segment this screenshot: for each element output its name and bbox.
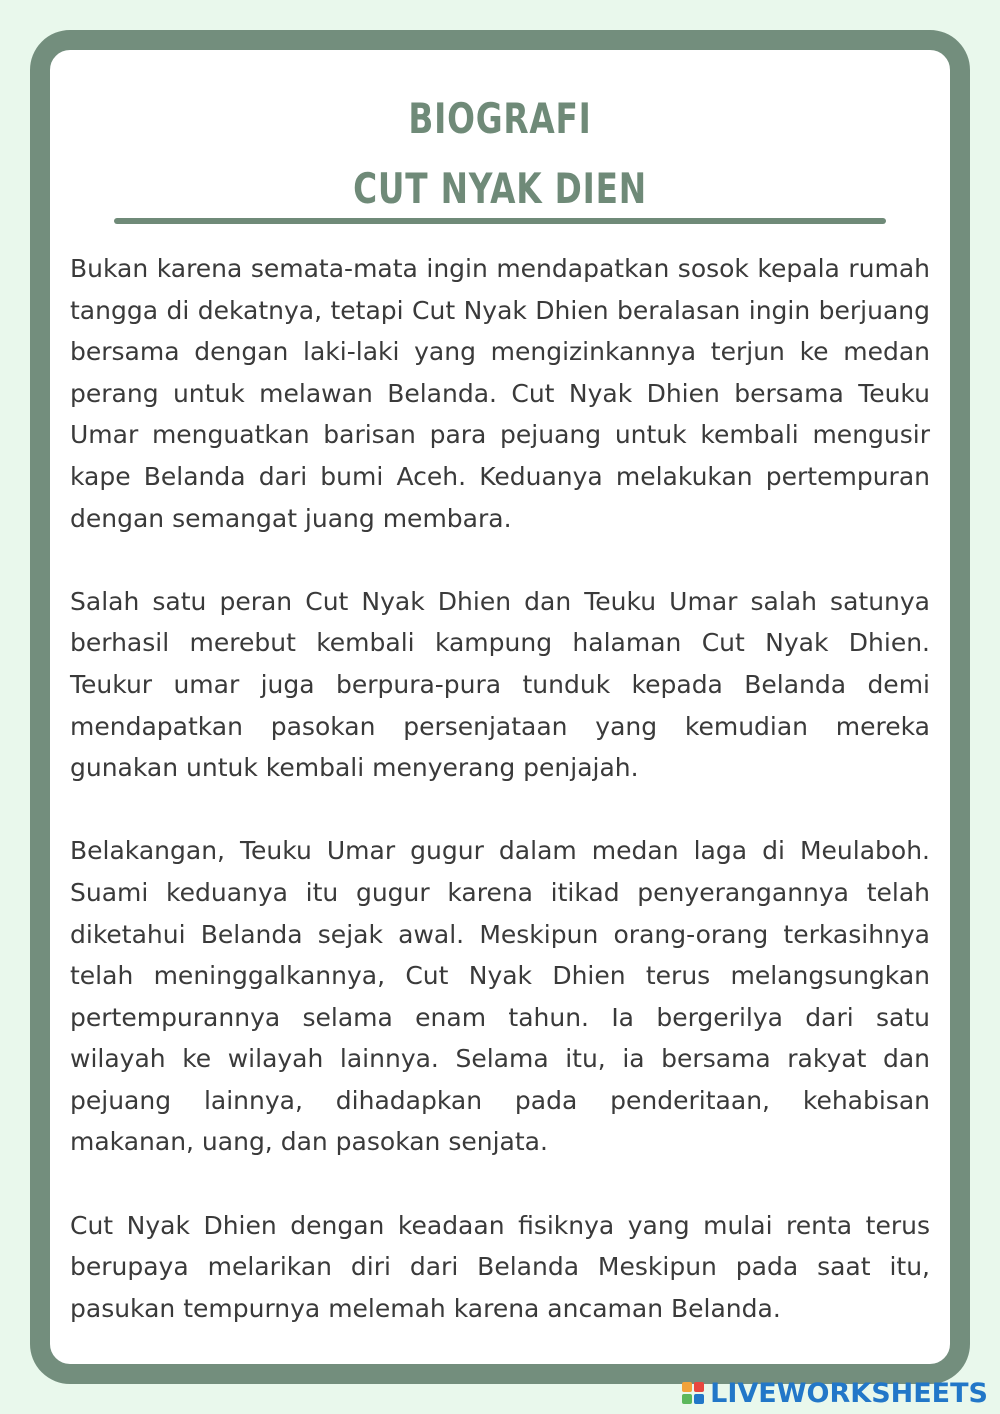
document-card (30, 30, 970, 1384)
title-line-2: CUT NYAK DIEN (353, 164, 647, 213)
liveworksheets-logo-icon (682, 1382, 704, 1404)
logo-square (694, 1382, 704, 1392)
logo-square (694, 1394, 704, 1404)
liveworksheets-footer[interactable] (682, 1378, 988, 1408)
logo-square (682, 1394, 692, 1404)
title-line-1: BIOGRAFI (408, 94, 592, 143)
brand-name: LIVEWORKSHEETS (710, 1377, 988, 1409)
paragraph-1: Bukan karena semata-mata ingin mendapatkan sosok kepala rumah tangga di dekatnya, tetapi Cut Nyak Dhien beralasan ingin berjuang bersama dengan laki-laki yang mengizinkannya terjun ke medan perang untuk melawan Belanda. Cut Nyak Dhien bersama Teuku Umar menguatkan barisan para pejuang untuk kembali mengusir kape Belanda dari bumi Aceh. Keduanya melakukan pertempuran dengan semangat juang membara. (70, 254, 930, 533)
paragraph-3: Belakangan, Teuku Umar gugur dalam medan laga di Meulaboh. Suami keduanya itu gugur karena itikad penyerangannya telah diketahui Belanda sejak awal. Meskipun orang-orang terkasihnya telah meninggalkannya, Cut Nyak Dhien terus melangsungkan pertempurannya selama enam tahun. Ia bergerilya dari satu wilayah ke wilayah lainnya. Selama itu, ia bersama rakyat dan pejuang lainnya, dihadapkan pada penderitaan, kehabisan makanan, uang, dan pasokan senjata. (70, 836, 930, 1157)
biography-text (70, 248, 930, 1371)
title-divider (114, 218, 886, 224)
paragraph-2: Salah satu peran Cut Nyak Dhien dan Teuku Umar salah satunya berhasil merebut kembali kampung halaman Cut Nyak Dhien. Teukur umar juga berpura-pura tunduk kepada Belanda demi mendapatkan pasokan persenjataan yang kemudian mereka gunakan untuk kembali menyerang penjajah. (70, 586, 930, 783)
logo-square (682, 1382, 692, 1392)
paragraph-4: Cut Nyak Dhien dengan keadaan fisiknya yang mulai renta terus berupaya melarikan diri dari Belanda Meskipun pada saat itu, pasukan tempurnya melemah karena ancaman Belanda. (70, 1210, 930, 1323)
